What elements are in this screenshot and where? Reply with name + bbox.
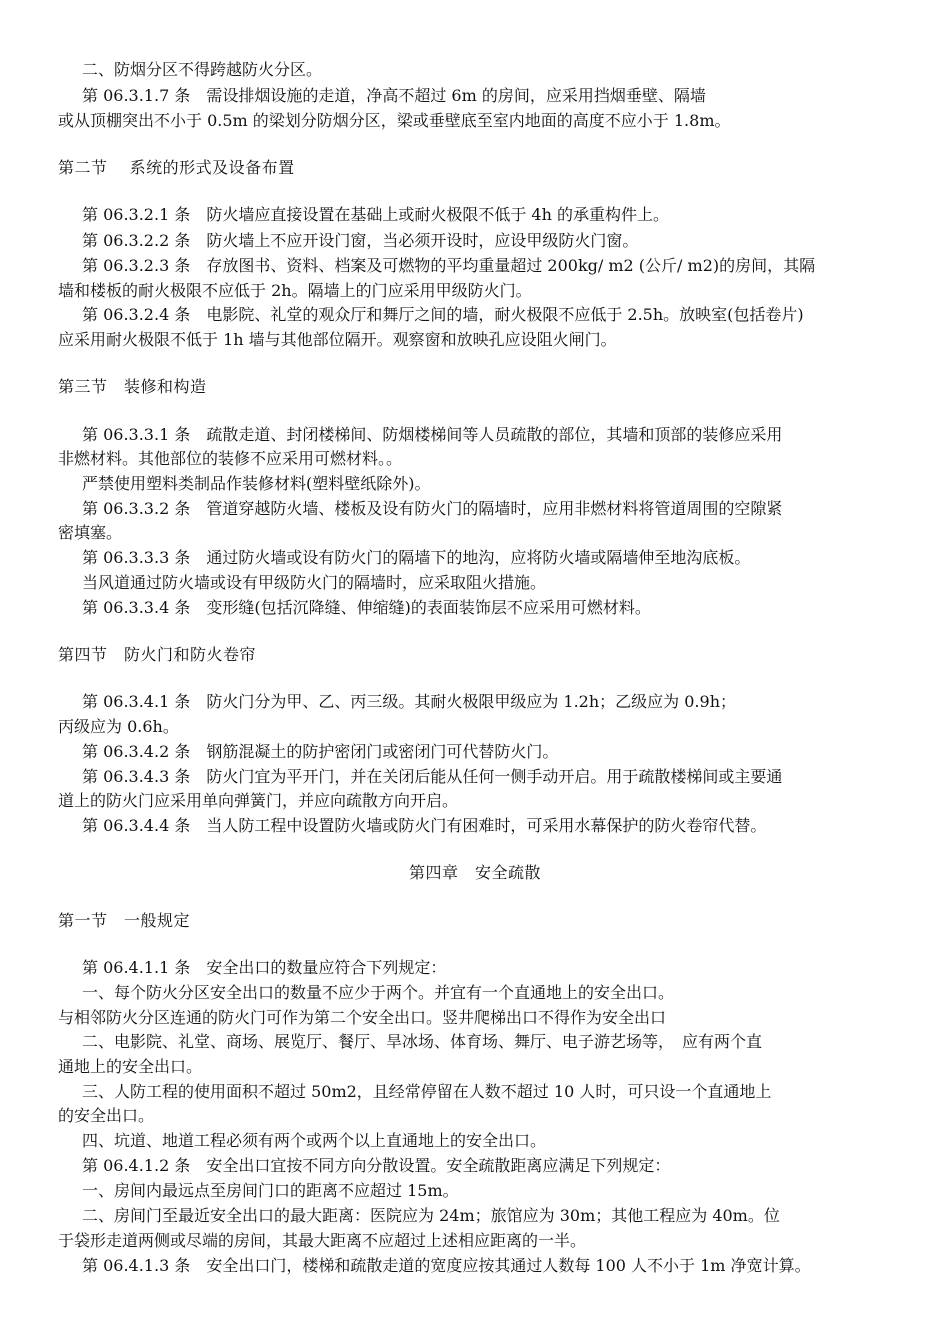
article-06-3-1-7: 第 06.3.1.7 条 需设排烟设施的走道，净高不超过 6m 的房间，应采用挡烟垂壁、隔墙	[82, 86, 706, 105]
paragraph-line: 或从顶棚突出不小于 0.5m 的梁划分防烟分区，梁或垂壁底至室内地面的高度不应小于 1.8m。	[58, 111, 731, 130]
article-06-3-4-1: 第 06.3.4.1 条 防火门分为甲、乙、丙三级。其耐火极限甲级应为 1.2h；乙级应为 0.9h；	[82, 692, 737, 711]
article-06-3-2-4: 第 06.3.2.4 条 电影院、礼堂的观众厅和舞厅之间的墙，耐火极限不应低于 2.5h。放映室(包括卷片)	[82, 305, 804, 324]
article-06-3-3-3: 第 06.3.3.3 条 通过防火墙或设有防火门的隔墙下的地沟，应将防火墙或隔墙伸至地沟底板。	[82, 548, 751, 567]
section-heading-2: 第二节 系统的形式及设备布置	[58, 158, 295, 177]
article-06-4-1-3: 第 06.4.1.3 条 安全出口门，楼梯和疏散走道的宽度应按其通过人数每 100 人不小于 1m 净宽计算。	[82, 1256, 811, 1275]
paragraph-line: 道上的防火门应采用单向弹簧门，并应向疏散方向开启。	[58, 791, 459, 810]
article-06-3-3-1: 第 06.3.3.1 条 疏散走道、封闭楼梯间、防烟楼梯间等人员疏散的部位，其墙和顶部的装修应采用	[82, 425, 783, 444]
paragraph-line: 二、防烟分区不得跨越防火分区。	[82, 60, 323, 79]
paragraph-line: 一、房间内最远点至房间门口的距离不应超过 15m。	[82, 1181, 459, 1200]
paragraph-line: 于袋形走道两侧或尽端的房间，其最大距离不应超过上述相应距离的一半。	[58, 1231, 587, 1250]
article-06-3-4-3: 第 06.3.4.3 条 防火门宜为平开门，并在关闭后能从任何一侧手动开启。用于疏散楼梯间或主要通	[82, 767, 783, 786]
paragraph-line: 应采用耐火极限不低于 1h 墙与其他部位隔开。观察窗和放映孔应设阻火闸门。	[58, 330, 617, 349]
article-06-3-2-2: 第 06.3.2.2 条 防火墙上不应开设门窗，当必须开设时，应设甲级防火门窗。	[82, 231, 639, 250]
article-06-3-4-4: 第 06.3.4.4 条 当人防工程中设置防火墙或防火门有困难时，可采用水幕保护的防火卷帘代替。	[82, 816, 767, 835]
paragraph-line: 非燃材料。其他部位的装修不应采用可燃材料。。	[58, 449, 403, 468]
paragraph-line: 二、房间门至最近安全出口的最大距离：医院应为 24m；旅馆应为 30m；其他工程应为 40m。位	[82, 1206, 780, 1225]
paragraph-line: 一、每个防火分区安全出口的数量不应少于两个。并宜有一个直通地上的安全出口。	[82, 983, 675, 1002]
paragraph-line: 四、坑道、地道工程必须有两个或两个以上直通地上的安全出口。	[82, 1131, 547, 1150]
article-06-3-2-1: 第 06.3.2.1 条 防火墙应直接设置在基础上或耐火极限不低于 4h 的承重构件上。	[82, 205, 669, 224]
article-06-3-2-3: 第 06.3.2.3 条 存放图书、资料、档案及可燃物的平均重量超过 200kg/ m2 (公斤/ m2)的房间，其隔	[82, 256, 816, 275]
paragraph-line: 二、电影院、礼堂、商场、展览厅、餐厅、旱冰场、体育场、舞厅、电子游艺场等， 应有两个直	[82, 1032, 763, 1051]
section-heading-4: 第四节 防火门和防火卷帘	[58, 645, 257, 664]
section-heading-3: 第三节 装修和构造	[58, 377, 207, 396]
paragraph-line: 三、人防工程的使用面积不超过 50m2，且经常停留在人数不超过 10 人时，可只设一个直通地上	[82, 1082, 772, 1101]
paragraph-line: 当风道通过防火墙或设有甲级防火门的隔墙时，应采取阻火措施。	[82, 573, 547, 592]
paragraph-line: 严禁使用塑料类制品作装修材料(塑料壁纸除外)。	[82, 474, 431, 493]
paragraph-line: 丙级应为 0.6h。	[58, 717, 179, 736]
paragraph-line: 与相邻防火分区连通的防火门可作为第二个安全出口。竖井爬梯出口不得作为安全出口	[58, 1008, 667, 1027]
section-heading-1: 第一节 一般规定	[58, 911, 191, 930]
chapter-heading: 第四章 安全疏散	[408, 863, 541, 882]
paragraph-line: 密填塞。	[58, 523, 123, 542]
paragraph-line: 通地上的安全出口。	[58, 1057, 203, 1076]
paragraph-line: 墙和楼板的耐火极限不应低于 2h。隔墙上的门应采用甲级防火门。	[58, 281, 532, 300]
article-06-4-1-1: 第 06.4.1.1 条 安全出口的数量应符合下列规定：	[82, 958, 447, 977]
paragraph-line: 的安全出口。	[58, 1106, 155, 1125]
article-06-3-3-4: 第 06.3.3.4 条 变形缝(包括沉降缝、伸缩缝)的表面装饰层不应采用可燃材料。	[82, 598, 651, 617]
article-06-3-3-2: 第 06.3.3.2 条 管道穿越防火墙、楼板及设有防火门的隔墙时，应用非燃材料将管道周围的空隙紧	[82, 499, 783, 518]
article-06-4-1-2: 第 06.4.1.2 条 安全出口宜按不同方向分散设置。安全疏散距离应满足下列规定：	[82, 1156, 671, 1175]
article-06-3-4-2: 第 06.3.4.2 条 钢筋混凝土的防护密闭门或密闭门可代替防火门。	[82, 742, 559, 761]
